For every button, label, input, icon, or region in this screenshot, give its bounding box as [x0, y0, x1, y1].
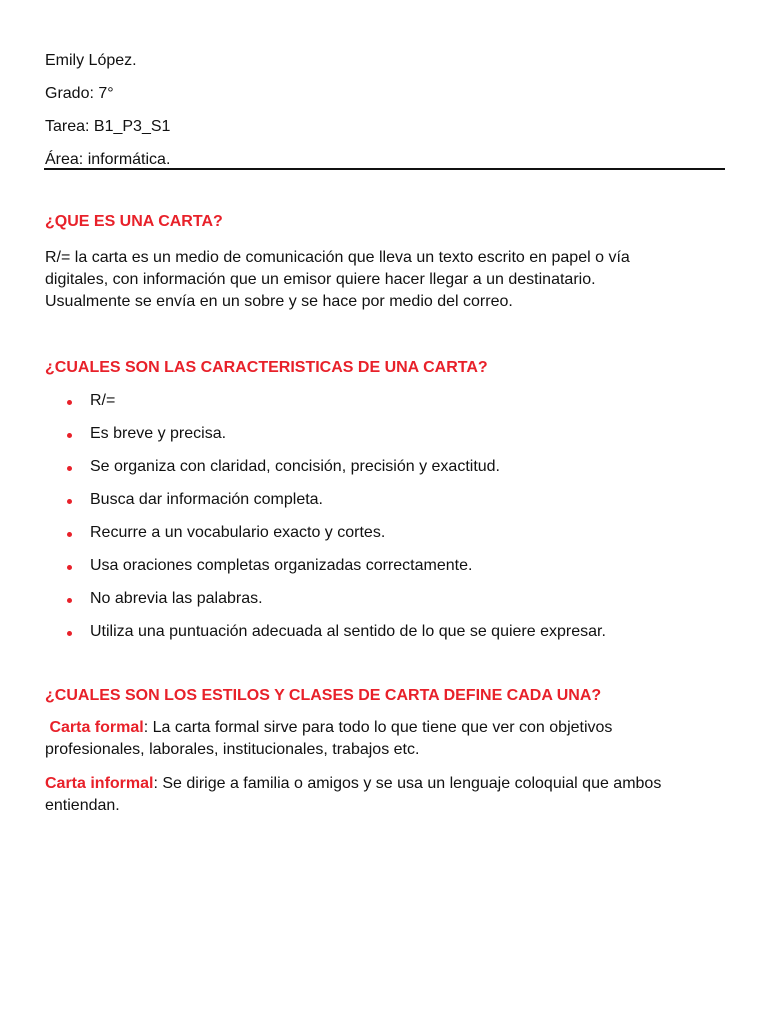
definition-line — [45, 773, 735, 795]
definition-line: entiendan. — [45, 797, 120, 814]
bullet-icon — [67, 631, 72, 636]
bullet-icon — [67, 565, 72, 570]
list-item — [45, 456, 735, 489]
formal-letter-term: Carta formal — [49, 719, 144, 736]
header-divider — [44, 168, 725, 170]
definition-line: profesionales, laborales, institucionales, trabajos etc. — [45, 741, 420, 758]
list-item-text: Recurre a un vocabulario exacto y cortes. — [90, 524, 386, 541]
informal-letter-text: : Se dirige a familia o amigos y se usa un lenguaje coloquial que ambos — [153, 775, 662, 792]
section-letter-types — [45, 685, 735, 707]
informal-letter-definition — [45, 773, 735, 817]
informal-letter-term: Carta informal — [45, 775, 154, 792]
list-item — [45, 621, 735, 654]
subject-area: Área: informática. — [45, 151, 171, 168]
section-heading: ¿QUE ES UNA CARTA? — [45, 213, 223, 230]
section-heading: ¿CUALES SON LAS CARACTERISTICAS DE UNA CARTA? — [45, 359, 488, 376]
bullet-icon — [67, 499, 72, 504]
section-characteristics — [45, 357, 735, 379]
formal-letter-definition — [45, 717, 735, 761]
list-item-text: Se organiza con claridad, concisión, precisión y exactitud. — [90, 458, 500, 475]
bullet-icon — [67, 433, 72, 438]
bullet-icon — [67, 400, 72, 405]
characteristics-list — [45, 390, 735, 654]
list-item-text: Busca dar información completa. — [90, 491, 323, 508]
list-item — [45, 555, 735, 588]
list-item — [45, 522, 735, 555]
section-what-is-letter — [45, 211, 735, 233]
list-item — [45, 588, 735, 621]
answer-line: Usualmente se envía en un sobre y se hace por medio del correo. — [45, 293, 513, 310]
bullet-icon — [67, 598, 72, 603]
bullet-icon — [67, 466, 72, 471]
answer-line: digitales, con información que un emisor quiere hacer llegar a un destinatario. — [45, 271, 596, 288]
characteristics-list-block — [45, 390, 735, 654]
section-answer — [45, 247, 735, 313]
list-item — [45, 423, 735, 456]
list-item-text: Es breve y precisa. — [90, 425, 227, 442]
section-heading: ¿CUALES SON LOS ESTILOS Y CLASES DE CARTA DEFINE CADA UNA? — [45, 687, 602, 704]
answer-line: R/= la carta es un medio de comunicación que lleva un texto escrito en papel o vía — [45, 249, 630, 266]
list-item-text: Utiliza una puntuación adecuada al sentido de lo que se quiere expresar. — [90, 623, 606, 640]
task-code: Tarea: B1_P3_S1 — [45, 118, 171, 135]
list-item — [45, 489, 735, 522]
list-item-text: Usa oraciones completas organizadas correctamente. — [90, 557, 473, 574]
formal-letter-text: : La carta formal sirve para todo lo que tiene que ver con objetivos — [143, 719, 613, 736]
list-item-text: R/= — [90, 392, 116, 409]
definition-line — [45, 717, 735, 739]
student-grade: Grado: 7° — [45, 85, 114, 102]
document-header — [45, 44, 725, 176]
list-item — [45, 390, 735, 423]
bullet-icon — [67, 532, 72, 537]
student-name: Emily López. — [45, 52, 137, 69]
list-item-text: No abrevia las palabras. — [90, 590, 263, 607]
